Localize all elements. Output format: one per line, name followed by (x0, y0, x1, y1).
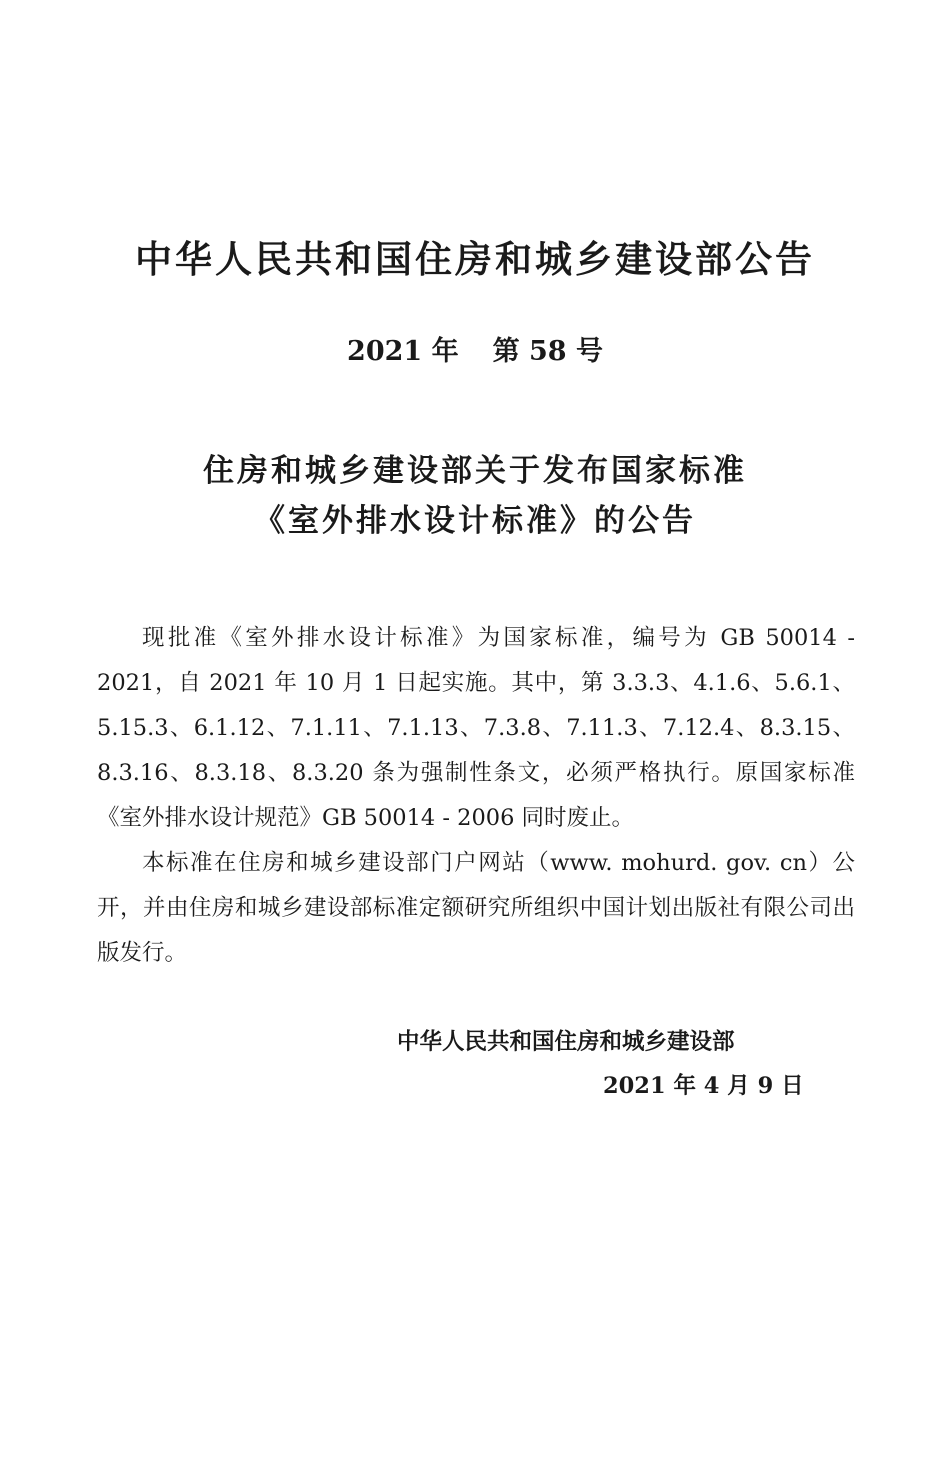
body-paragraph-2: 本标准在住房和城乡建设部门户网站（www. mohurd. gov. cn）公开，并由住房和城乡建设部标准定额研究所组织中国计划出版社有限公司出版发行。 (97, 850, 855, 966)
body-paragraph-1: 现批准《室外排水设计标准》为国家标准，编号为 GB 50014 - 2021，自 2021 年 10 月 1 日起实施。其中，第 3.3.3、4.1.6、5.6.1、5.15.3、6.1.12、7.1.11、7.1.13、7.3.8、7.11.3、7.12.4、8.3.15、8.3.16、8.3.18、8.3.20 条为强制性条文，必须严格执行。原国家标准《室外排水设计规范》GB 50014 - 2006 同时废止。 (97, 625, 855, 831)
announcement-title-line-1: 住房和城乡建设部关于发布国家标准 (203, 453, 747, 489)
announcement-body (97, 616, 855, 976)
issue-number: 第 58 号 (492, 336, 603, 367)
announcement-title-line-2: 《室外排水设计标准》的公告 (254, 503, 696, 539)
signature-organization: 中华人民共和国住房和城乡建设部 (397, 1029, 735, 1055)
signature-date: 2021 年 4 月 9 日 (603, 1073, 804, 1099)
issue-year: 2021 年 (347, 336, 459, 367)
announcement-title (0, 446, 950, 546)
issue-number-line (0, 330, 950, 374)
main-title: 中华人民共和国住房和城乡建设部公告 (135, 238, 815, 281)
